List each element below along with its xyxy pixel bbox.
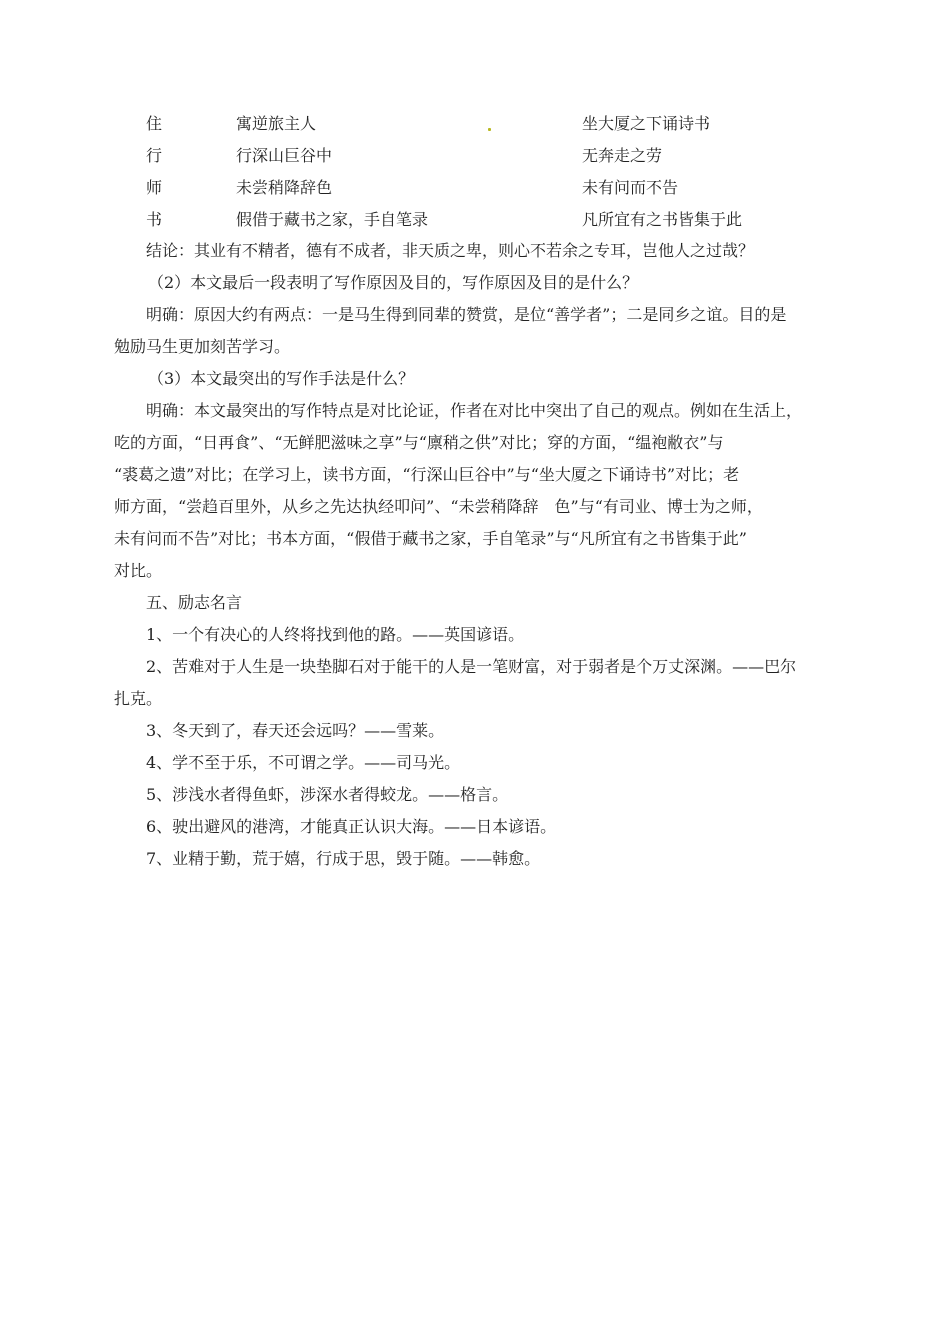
answer-2-line: 勉励马生更加刻苦学习。 — [114, 337, 291, 356]
row-label: 书 — [146, 210, 163, 229]
quote-item-continuation: 扎克。 — [114, 689, 163, 708]
answer-3-line: “裘葛之遗”对比；在学习上，读书方面，“行深山巨谷中”与“坐大厦之下诵诗书”对比；老 — [114, 465, 740, 484]
row-left: 寓逆旅主人 — [236, 114, 317, 133]
comparison-row-teacher — [0, 178, 950, 198]
quote-item: 7、业精于勤，荒于嬉，行成于思，毁于随。——韩愈。 — [146, 849, 541, 868]
answer-3-line: 明确：本文最突出的写作特点是对比论证，作者在对比中突出了自己的观点。例如在生活上， — [146, 401, 803, 420]
row-right: 坐大厦之下诵诗书 — [582, 114, 711, 133]
quote-item: 5、涉浅水者得鱼虾，涉深水者得蛟龙。——格言。 — [146, 785, 509, 804]
row-label: 行 — [146, 146, 163, 165]
question-2: （2）本文最后一段表明了写作原因及目的，写作原因及目的是什么？ — [148, 273, 639, 292]
quote-item: 4、学不至于乐，不可谓之学。——司马光。 — [146, 753, 461, 772]
section-5-title: 五、励志名言 — [146, 593, 243, 612]
comparison-row-travel — [0, 146, 950, 166]
stray-mark — [488, 128, 491, 131]
row-left: 行深山巨谷中 — [236, 146, 333, 165]
row-left: 未尝稍降辞色 — [236, 178, 333, 197]
answer-3-line: 师方面，“尝趋百里外，从乡之先达执经叩问”、“未尝稍降辞 色”与“有司业、博士为之师， — [114, 497, 763, 516]
row-label: 住 — [146, 114, 163, 133]
quote-item: 1、一个有决心的人终将找到他的路。——英国谚语。 — [146, 625, 525, 644]
quote-item: 2、苦难对于人生是一块垫脚石对于能干的人是一笔财富，对于弱者是个万丈深渊。——巴尔 — [146, 657, 797, 676]
row-left: 假借于藏书之家，手自笔录 — [236, 210, 429, 229]
row-right: 无奔走之劳 — [582, 146, 663, 165]
conclusion-text: 结论：其业有不精者，德有不成者，非天质之卑，则心不若余之专耳，岂他人之过哉？ — [146, 241, 755, 260]
answer-3-line: 未有问而不告”对比；书本方面，“假借于藏书之家，手自笔录”与“凡所宜有之书皆集于此” — [114, 529, 747, 548]
comparison-row-lodging — [0, 114, 950, 134]
row-right: 未有问而不告 — [582, 178, 679, 197]
question-3: （3）本文最突出的写作手法是什么？ — [148, 369, 415, 388]
comparison-row-books — [0, 210, 950, 230]
row-right: 凡所宜有之书皆集于此 — [582, 210, 743, 229]
answer-3-line: 对比。 — [114, 561, 163, 580]
answer-2-line: 明确：原因大约有两点：一是马生得到同辈的赞赏，是位“善学者”；二是同乡之谊。目的是 — [146, 305, 787, 324]
row-label: 师 — [146, 178, 163, 197]
answer-3-line: 吃的方面，“日再食”、“无鲜肥滋味之享”与“廪稍之供”对比；穿的方面，“缊袍敝衣”与 — [114, 433, 724, 452]
quote-item: 6、驶出避风的港湾，才能真正认识大海。——日本谚语。 — [146, 817, 557, 836]
quote-item: 3、冬天到了，春天还会远吗？——雪莱。 — [146, 721, 445, 740]
